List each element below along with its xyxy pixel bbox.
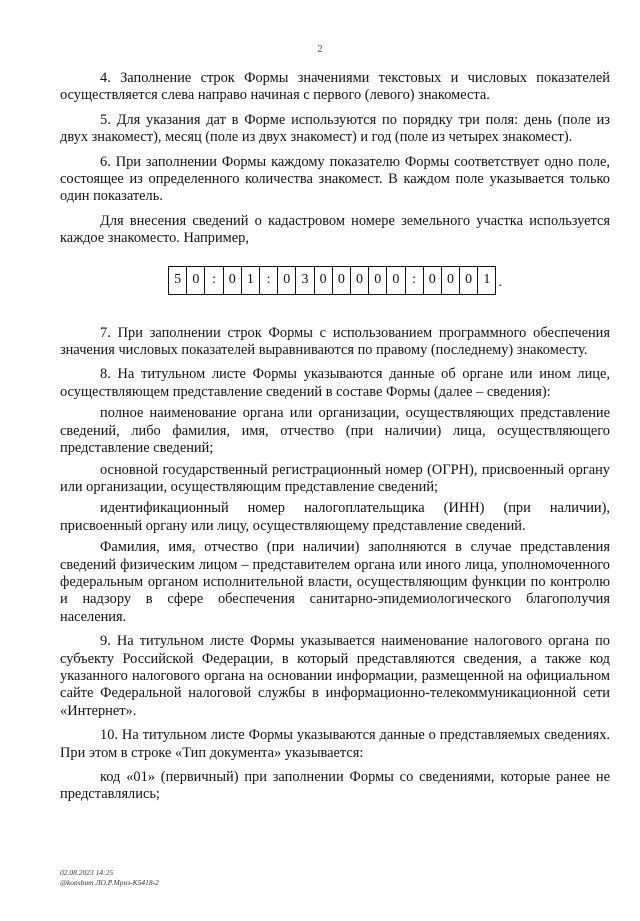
- footer-stamp: [60, 868, 159, 888]
- document-body: [60, 70, 610, 811]
- cadastral-cell: 1: [241, 267, 259, 294]
- cadastral-cell: 0: [368, 267, 386, 294]
- cadastral-cell: 0: [186, 267, 204, 294]
- cadastral-cells: [168, 266, 496, 295]
- paragraph-8: 8. На титульном листе Формы указываются данные об органе или ином лице, осуществляющем представление сведений в составе Формы (далее – сведения):: [60, 366, 610, 400]
- cadastral-cell: :: [405, 267, 423, 294]
- cadastral-cell: 0: [386, 267, 404, 294]
- cadastral-cell: 0: [223, 267, 241, 294]
- cadastral-cell: 0: [350, 267, 368, 294]
- paragraph-fio: Фамилия, имя, отчество (при наличии) заполняются в случае представления сведений физическим лицом – представителем органа или иного лица, уполномоченного федеральным органом исполнительной власти, осуществляющим функции по контролю и надзору в сфере обеспечения санитарно-эпидемиологического благополучия населения.: [60, 539, 610, 625]
- paragraph-7: 7. При заполнении строк Формы с использованием программного обеспечения значения числовых показателей выравниваются по правому (последнему) знакоместу.: [60, 324, 610, 359]
- cadastral-number-example: [60, 266, 610, 295]
- cadastral-cell: :: [259, 267, 277, 294]
- paragraph-4: 4. Заполнение строк Формы значениями текстовых и числовых показателей осуществляется слева направо начиная с первого (левого) знакоместа.: [60, 70, 610, 104]
- cadastral-cell: 5: [174, 272, 182, 288]
- paragraph-cadastral-intro: Для внесения сведений о кадастровом номере земельного участка используется каждое знакоместо. Например,: [60, 212, 610, 247]
- cadastral-cell: 0: [277, 267, 295, 294]
- cadastral-cell: 3: [295, 267, 313, 294]
- paragraph-5: 5. Для указания дат в Форме используются по порядку три поля: день (поле из двух знакомест), месяц (поле из двух знакомест) и год (поле из четырех знакомест).: [60, 111, 610, 146]
- paragraph-6: 6. При заполнении Формы каждому показателю Формы соответствует одно поле, состоящее из определенного количества знакомест. В каждом поле указывается только один показатель.: [60, 153, 610, 205]
- cadastral-cell: 0: [459, 267, 477, 294]
- cadastral-cell: 0: [441, 267, 459, 294]
- paragraph-10: 10. На титульном листе Формы указываются данные о представляемых сведениях. При этом в строке «Тип документа» указывается:: [60, 727, 610, 761]
- paragraph-9: 9. На титульном листе Формы указывается наименование налогового органа по субъекту Российской Федерации, в который представляются сведения, а также код указанного налогового органа на основании информации, размещенной на официальном сайте Федеральной налоговой службы в информационно-телекоммуникационной сети «Интернет».: [60, 633, 610, 719]
- footer-timestamp: 02.08.2023 14:25: [60, 868, 114, 877]
- cadastral-cell: 0: [332, 267, 350, 294]
- list-item: основной государственный регистрационный номер (ОГРН), присвоенный органу или организации, осуществляющим представление сведений;: [60, 461, 610, 495]
- list-item: идентификационный номер налогоплательщика (ИНН) (при наличии), присвоенный органу или лицу, осуществляющему представление сведений.: [60, 500, 610, 534]
- cadastral-cell: 0: [423, 267, 441, 294]
- list-item: код «01» (первичный) при заполнении Формы со сведениями, которые ранее не представлялись;: [60, 769, 610, 803]
- cadastral-cell: 1: [477, 267, 495, 294]
- cadastral-trailing-period: .: [498, 275, 502, 291]
- list-item: полное наименование органа или организации, осуществляющих представление сведений, либо фамилия, имя, отчество (при наличии) лица, осуществляющего представление сведений;: [60, 405, 610, 457]
- footer-document-code: @konsbum ЛО.Р.Мрнз-К5418-2: [60, 878, 159, 887]
- cadastral-cell: :: [204, 267, 222, 294]
- cadastral-cell: 0: [314, 267, 332, 294]
- page-number: 2: [317, 44, 323, 55]
